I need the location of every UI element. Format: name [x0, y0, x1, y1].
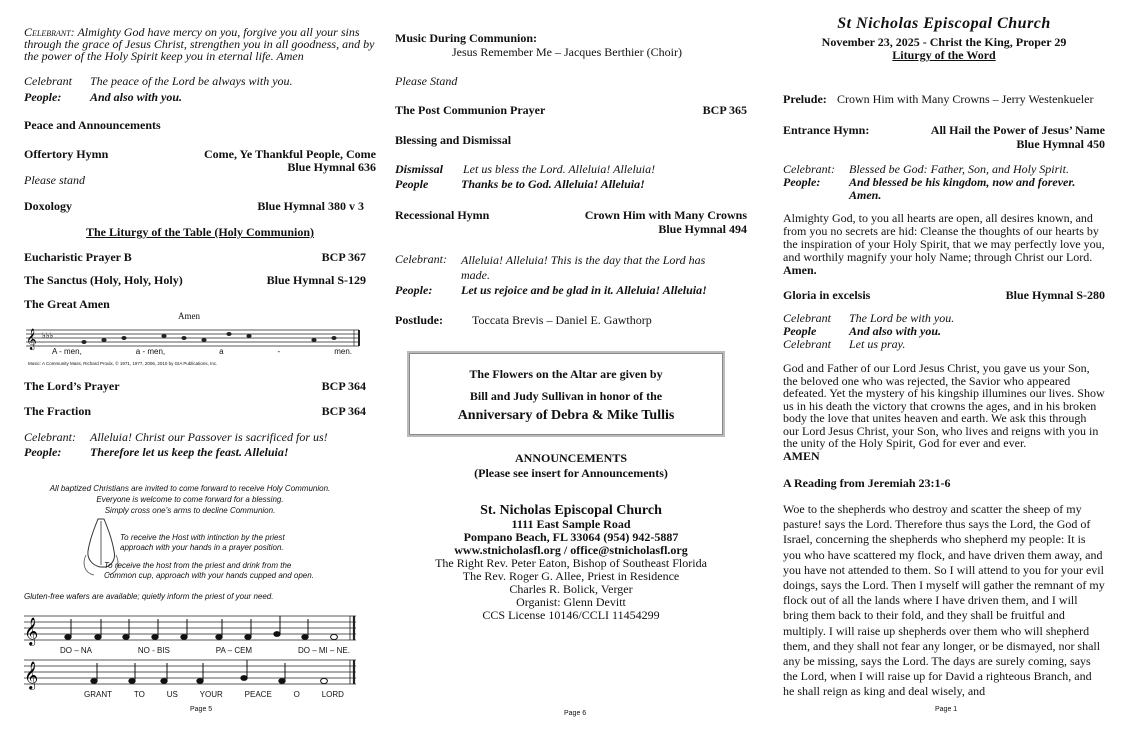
please-stand-2: Please Stand — [395, 74, 458, 88]
page-number-1: Page 1 — [935, 706, 958, 713]
liturgy-heading: Liturgy of the Word — [892, 48, 996, 62]
dismissal-people-line: People Thanks be to God. Alleluia! Alleluia! — [395, 177, 645, 191]
celebrant-absolution: Celebrant: Almighty God have mercy on you, forgive you all your sins through the grace of Jesus Christ, strengthen you in all goodness, and by the power of the Holy Spirit keep you in eternal life. Amen — [24, 25, 375, 63]
address-line-1: 1111 East Sample Road — [511, 517, 631, 531]
recessional-people-line: People: Let us rejoice and be glad in it. Alleluia! Alleluia! — [395, 283, 707, 297]
collect-of-day: God and Father of our Lord Jesus Christ, you gave us your Son, the beloved one who was rejected, the Savior who appeared defeated. Yet the mystery of his kingship illumines our lives. Show us in his death the victory that crowns the ages, and in his broken body the love that unites heaven and earth. We ask this through our Lord Jesus Christ, your Son, who lives and reigns with you in the unity of the Holy Spirit, God for ever and ever. AMEN — [783, 361, 1105, 463]
chant-staff-2 — [24, 656, 364, 690]
flowers-line-2: Bill and Judy Sullivan in honor of the — [469, 389, 663, 403]
chant-staff-1 — [24, 612, 364, 646]
web-line[interactable]: www.stnicholasfl.org / office@stnicholasfl.org — [454, 543, 688, 557]
staff-verger: Charles R. Bolick, Verger — [509, 582, 633, 596]
reading-text: Woe to the shepherds who destroy and scatter the sheep of my pasture! says the Lord. Therefore thus says the Lord, the God of Israel, concerning the shepherds who shepherd my people: It is you who have scattered my flock, and have driven them away, and you have not attended to them. So I will attend to you for your evil doings, says the Lord. Then I myself will gather the remnant of my flock out of all the lands where I have driven them, and I will bring them back to their fold, and they shall be fruitful and multiply. I will raise up shepherds over them who will shepherd them, and they shall not fear any longer, or be dismayed, nor shall any be missing, says the Lord. The days are surely coming, says the Lord, when I will raise up for David a righteous Branch, and he shall reign as king and deal wisely, and — [783, 502, 1105, 699]
amen-music-title: Amen — [178, 311, 200, 321]
peace-heading: Peace and Announcements — [24, 118, 161, 132]
page-number-5: Page 5 — [190, 706, 213, 713]
entrance-ref-row: Blue Hymnal 450 — [1016, 137, 1105, 151]
communion-info: All baptized Christians are invited to come forward to receive Holy Communion. Everyone is welcome to come forward for a blessing. Simply cross one’s arms to decline Communion. — [49, 484, 331, 515]
date-line: November 23, 2025 - Christ the King, Proper 29 — [821, 35, 1067, 49]
flowers-dedication-box — [407, 351, 725, 437]
doxology-row: Doxology Blue Hymnal 380 v 3 — [24, 199, 364, 213]
amen-lyrics: A - men, a - men, a - men. — [52, 347, 352, 356]
recessional-celebrant-line: Celebrant: Alleluia! Alleluia! This is the day that the Lord has made. — [395, 252, 706, 282]
prelude-line: Prelude: Crown Him with Many Crowns – Jerry Westenkueler — [783, 92, 1094, 106]
music-text: Jesus Remember Me – Jacques Berthier (Choir) — [452, 45, 682, 59]
page-number-6: Page 6 — [564, 710, 587, 717]
address-line-2: Pompano Beach, FL 33064 (954) 942-5887 — [463, 530, 679, 544]
gloria-people-line: People And also with you. — [783, 324, 942, 338]
entrance-row: Entrance Hymn: All Hail the Power of Jesus’ Name — [783, 123, 1105, 137]
svg-text:𝄞: 𝄞 — [26, 329, 37, 350]
page-1-column — [783, 0, 1105, 731]
dismissal-line: Dismissal Let us bless the Lord. Alleluia! Alleluia! — [395, 162, 656, 176]
chant-lyrics-1: DO – NA NO - BIS PA – CEM DO – MI – NE. — [60, 646, 350, 655]
staff-priest: The Rev. Roger G. Allee, Priest in Residence — [462, 569, 680, 583]
amen-credit: Music: A Community Mass, Richard Proulx, © 1971, 1977, 2006, 2010 by GIA Publications, Inc. — [28, 361, 218, 366]
offertory-row: Offertory Hymn Come, Ye Thankful People, Come — [24, 147, 376, 161]
please-stand: Please stand — [24, 173, 85, 187]
gloria-row: Gloria in excelsis Blue Hymnal S-280 — [783, 288, 1105, 302]
music-heading: Music During Communion: — [395, 31, 538, 45]
postlude-line: Postlude: Toccata Brevis – Daniel E. Gawthorp — [395, 313, 652, 327]
eucharistic-row: Eucharistic Prayer B BCP 367 — [24, 250, 366, 264]
entrance-celebrant-line: Celebrant: Blessed be God: Father, Son, and Holy Spirit. — [783, 162, 1069, 176]
table-heading: The Liturgy of the Table (Holy Communion) — [85, 225, 315, 239]
entrance-people-line: People: And blessed be his kingdom, now and forever. Amen. — [783, 175, 1076, 202]
staff-bishop: The Right Rev. Peter Eaton, Bishop of Southeast Florida — [435, 556, 707, 570]
church-name: St. Nicholas Episcopal Church — [480, 503, 662, 518]
peace-people-line: People: And also with you. — [24, 90, 183, 104]
church-contact-block — [385, 503, 757, 622]
peace-celebrant-line: Celebrant The peace of the Lord be always with you. — [24, 74, 293, 88]
gloria-celebrant2-line: Celebrant Let us pray. — [783, 337, 906, 351]
post-communion-row: The Post Communion Prayer BCP 365 — [395, 103, 747, 117]
intinction-info: To receive the Host with intinction by the priest approach with your hands in a prayer position. — [120, 533, 285, 552]
flowers-line-3: Anniversary of Debra & Mike Tullis — [457, 408, 675, 423]
blessing-heading: Blessing and Dismissal — [395, 133, 512, 147]
license-line: CCS License 10146/CCLI 11454299 — [482, 608, 660, 622]
fraction-row: The Fraction BCP 364 — [24, 404, 366, 418]
church-title: St Nicholas Episcopal Church — [837, 15, 1051, 32]
announcements-heading: ANNOUNCEMENTS — [514, 451, 627, 465]
staff-organist: Organist: Glenn Devitt — [516, 595, 626, 609]
chant-lyrics-2: GRANT TO US YOUR PEACE O LORD — [84, 690, 344, 699]
svg-text:𝄞: 𝄞 — [24, 617, 39, 645]
flowers-line-1: The Flowers on the Altar are given by — [469, 367, 663, 381]
lords-prayer-row: The Lord’s Prayer BCP 364 — [24, 379, 366, 393]
svg-text:♭♭♭: ♭♭♭ — [42, 331, 54, 340]
gluten-free-note: Gluten-free wafers are available; quietly inform the priest of your need. — [24, 592, 274, 601]
announcements-sub: (Please see insert for Announcements) — [474, 466, 668, 480]
svg-text:𝄞: 𝄞 — [24, 661, 39, 689]
sanctus-row: The Sanctus (Holy, Holy, Holy) Blue Hymnal S-129 — [24, 273, 366, 287]
great-amen-heading: The Great Amen — [24, 297, 110, 311]
fraction-celebrant-line: Celebrant: Alleluia! Christ our Passover is sacrificed for us! — [24, 430, 328, 444]
reading-heading: A Reading from Jeremiah 23:1-6 — [783, 476, 951, 490]
offertory-ref-row: Blue Hymnal 636 — [287, 160, 376, 174]
collect-for-purity: Almighty God, to you all hearts are open, all desires known, and from you no secrets are hid: Cleanse the thoughts of our hearts by the inspiration of your Holy Spirit, that we may perfectly love you, and worthily magnify your holy Name; through Christ our Lord. Amen. — [783, 211, 1105, 277]
page-5-column — [24, 0, 376, 731]
recessional-row: Recessional Hymn Crown Him with Many Crowns — [395, 208, 747, 222]
common-cup-info: To receive the host from the priest and drink from the Common cup, approach with your hands cupped and open. — [104, 561, 314, 580]
fraction-people-line: People: Therefore let us keep the feast. Alleluia! — [24, 445, 289, 459]
gloria-celebrant-line: Celebrant The Lord be with you. — [783, 311, 955, 325]
recessional-ref-row: Blue Hymnal 494 — [658, 222, 747, 236]
